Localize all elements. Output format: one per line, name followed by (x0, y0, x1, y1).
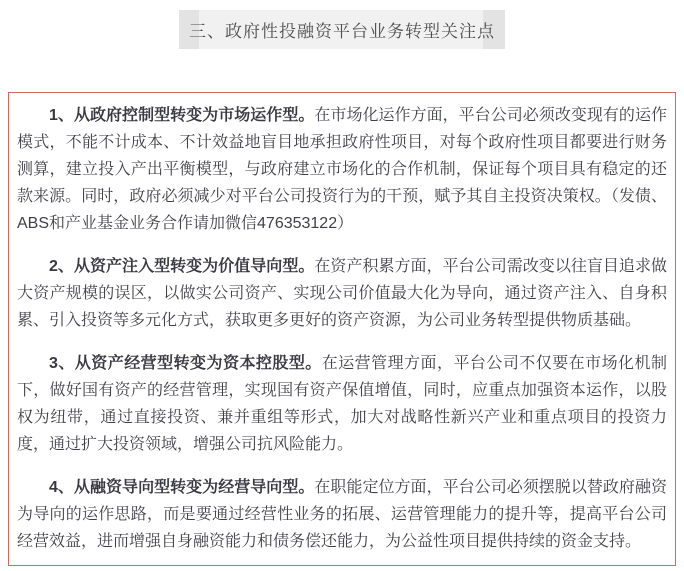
paragraph-lead: 3、从资产经营型转变为资本控股型。 (49, 355, 322, 372)
paragraph-body: 在市场化运作方面，平台公司必须改变现有的运作模式，不能不计成本、不计效益地盲目地承担政府性项目，对每个政府性项目都要进行财务测算，建立投入产出平衡模型，与政府建立市场化的合作机制，保证每个项目具有稳定的还款来源。同时，政府必须减少对平台公司投资行为的干预，赋予其自主投资决策权。（发债、ABS和产业基金业务合作请加微信476353122） (17, 107, 667, 232)
paragraph (17, 350, 667, 458)
paragraph-body: 在资产积累方面，平台公司需改变以往盲目追求做大资产规模的误区，以做实公司资产、实现公司价值最大化为导向，通过资产注入、自身积累、引入投资等多元化方式，获取更多更好的资产资源，为公司业务转型提供物质基础。 (17, 258, 667, 329)
paragraph-body: 在职能定位方面，平台公司必须摆脱以替政府融资为导向的运作思路，而是要通过经营性业务的拓展、运营管理能力的提升等，提高平台公司经营效益，进而增强自身融资能力和债务偿还能力，为公益性项目提供持续的资金支持。 (17, 479, 667, 550)
paragraph-body: 在运营管理方面，平台公司不仅要在市场化机制下，做好国有资产的经营管理，实现国有资产保值增值，同时，应重点加强资本运作，以股权为纽带，通过直接投资、兼并重组等形式，加大对战略性新兴产业和重点项目的投资力度，通过扩大投资领域，增强公司抗风险能力。 (17, 355, 667, 453)
paragraph (17, 102, 667, 237)
paragraph-lead: 4、从融资导向型转变为经营导向型。 (49, 479, 315, 496)
page-title-text: 三、政府性投融资平台业务转型关注点 (179, 10, 505, 49)
paragraph-lead: 2、从资产注入型转变为价值导向型。 (49, 258, 315, 275)
paragraph (17, 474, 667, 555)
paragraph-lead: 1、从政府控制型转变为市场运作型。 (49, 107, 315, 124)
paragraph (17, 253, 667, 334)
content-box (8, 92, 676, 566)
page-title (0, 0, 684, 49)
